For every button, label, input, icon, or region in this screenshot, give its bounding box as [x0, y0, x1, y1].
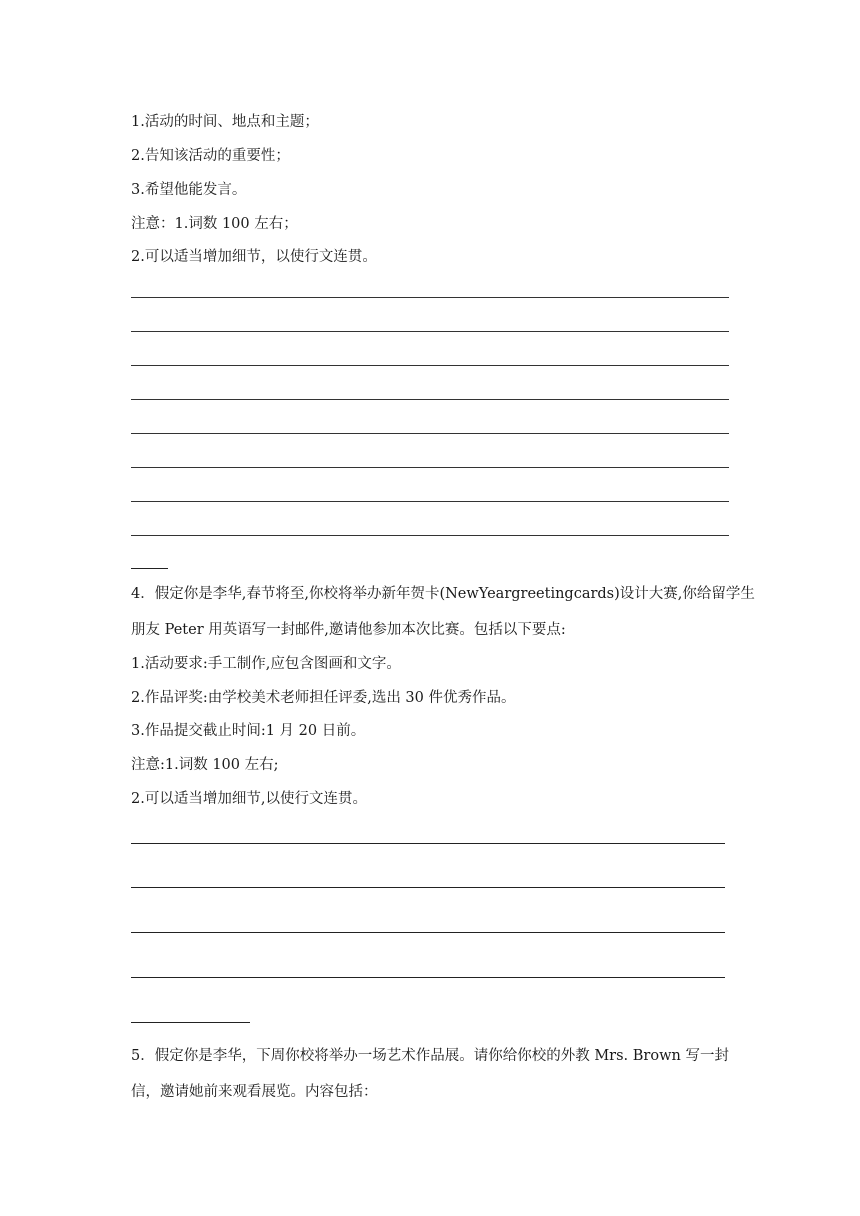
q3-note-2: 2.可以适当增加细节，以使行文连贯。 — [131, 249, 377, 265]
q4-prompt-line-2: 朋友 Peter 用英语写一封邮件,邀请他参加本次比赛。包括以下要点: — [131, 622, 566, 638]
answer-line[interactable] — [131, 501, 729, 502]
answer-line[interactable] — [131, 535, 729, 536]
answer-line[interactable] — [131, 467, 729, 468]
q5-prompt-line-2: 信，邀请她前来观看展览。内容包括： — [131, 1084, 378, 1100]
answer-line[interactable] — [131, 297, 729, 298]
answer-line[interactable] — [131, 843, 725, 844]
q3-item-3: 3.希望他能发言。 — [131, 182, 247, 198]
answer-line[interactable] — [131, 977, 725, 978]
answer-line[interactable] — [131, 399, 729, 400]
q4-item-1: 1.活动要求:手工制作,应包含图画和文字。 — [131, 656, 401, 672]
q3-item-1: 1.活动的时间、地点和主题； — [131, 114, 319, 130]
q3-item-2: 2.告知该活动的重要性； — [131, 148, 290, 164]
q4-prompt-line-1: 4．假定你是李华,春节将至,你校将举办新年贺卡(NewYeargreetingcards)设计大赛,你给留学生 — [131, 586, 755, 602]
answer-line[interactable] — [131, 365, 729, 366]
answer-line[interactable] — [131, 932, 725, 933]
q3-note: 注意：1.词数 100 左右； — [131, 216, 298, 232]
answer-line[interactable] — [131, 887, 725, 888]
answer-line[interactable] — [131, 433, 729, 434]
answer-line-short[interactable] — [131, 1022, 250, 1023]
q4-note-2: 2.可以适当增加细节,以使行文连贯。 — [131, 791, 367, 807]
q4-item-2: 2.作品评奖:由学校美术老师担任评委,选出 30 件优秀作品。 — [131, 690, 516, 706]
q4-note: 注意:1.词数 100 左右; — [131, 757, 279, 773]
q5-prompt-line-1: 5．假定你是李华，下周你校将举办一场艺术作品展。请你给你校的外教 Mrs. Brown 写一封 — [131, 1048, 729, 1064]
q4-item-3: 3.作品提交截止时间:1 月 20 日前。 — [131, 723, 366, 739]
answer-line[interactable] — [131, 331, 729, 332]
answer-line-short[interactable] — [131, 568, 168, 569]
